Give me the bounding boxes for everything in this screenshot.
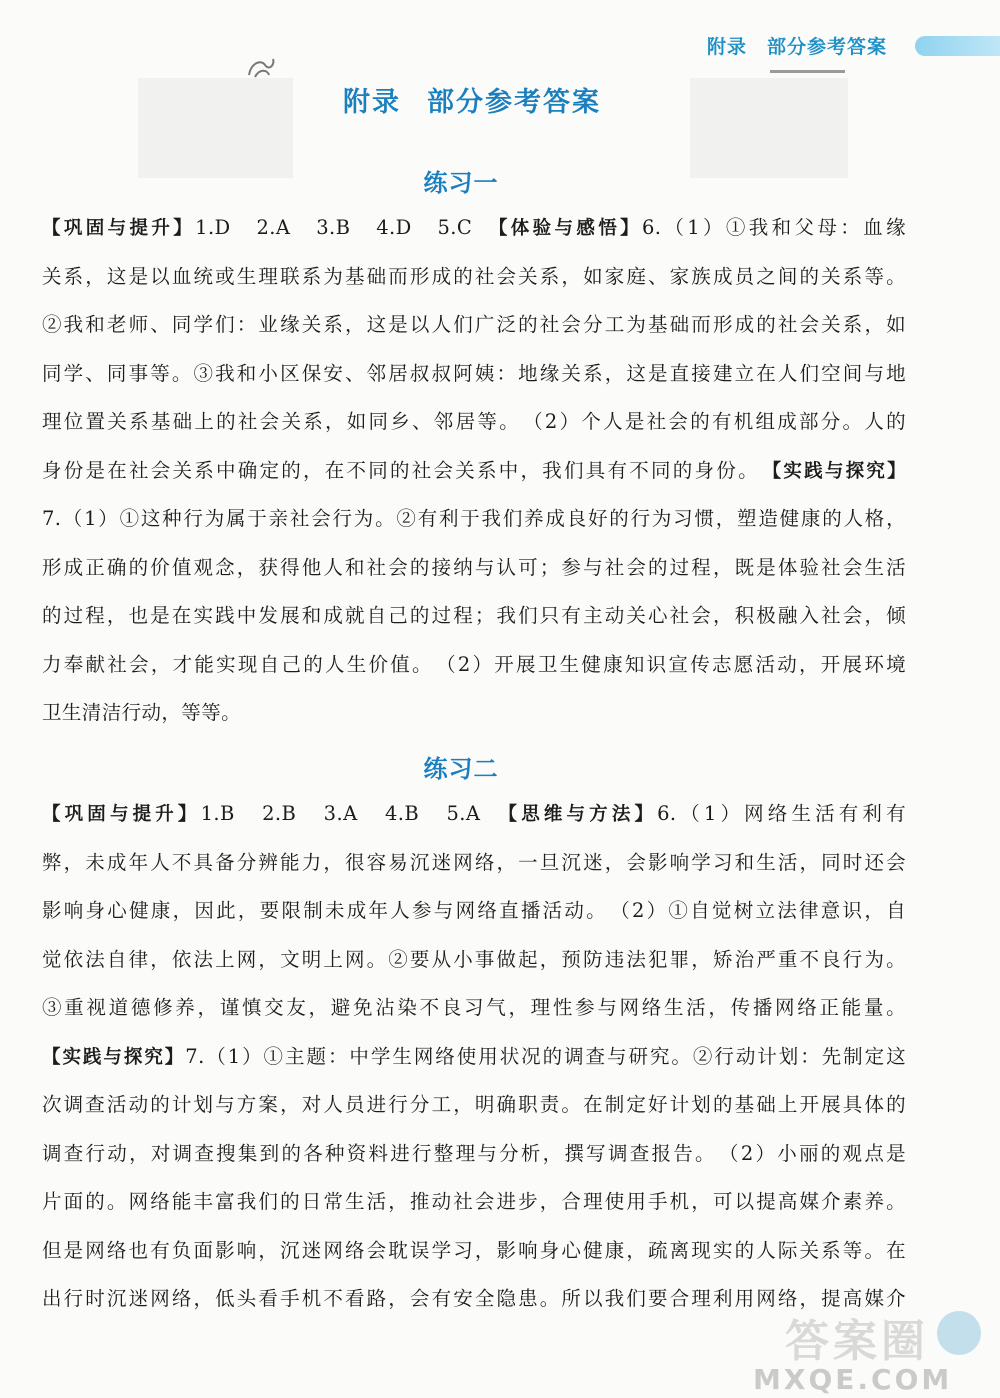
text-line <box>42 204 906 253</box>
section-2-body <box>42 790 906 1324</box>
text-line: ②我和老师、同学们：业缘关系，这是以人们广泛的社会分工为基础而形成的社会关系，如 <box>42 313 906 336</box>
header-rule <box>770 70 845 73</box>
running-header <box>707 32 887 59</box>
text-line: 同学、同事等。③我和小区保安、邻居叔叔阿姨：地缘关系，这是直接建立在人们空间与地 <box>42 361 906 385</box>
running-header-left: 附录 <box>707 36 748 58</box>
answer-tag: 【体验与感悟】 <box>498 218 642 239</box>
answer-tag: 【巩固与提升】 <box>42 218 196 239</box>
section-title-1: 练习一 <box>423 169 499 197</box>
answer-tag: 【思维与方法】 <box>507 804 658 825</box>
text-line: 关系，这是以血统或生理联系为基础而形成的社会关系，如家庭、家族成员之间的关系等。 <box>42 264 906 288</box>
text-line: 片面的。网络能丰富我们的日常生活，推动社会进步，合理使用手机，可以提高媒介素养。 <box>42 1190 906 1213</box>
answer-tag: 【巩固与提升】 <box>42 804 201 825</box>
answer-text: 6.（1）网络生活有利有 <box>657 802 906 825</box>
answer-text: 1.D 2.A 3.B 4.D 5.C <box>195 216 499 239</box>
text-line: 次调查活动的计划与方案，对人员进行分工，明确职责。在制定好计划的基础上开展具体的 <box>42 1093 906 1116</box>
decorative-swirl-icon <box>245 55 281 83</box>
page-title <box>0 80 944 119</box>
watermark-logo-text: 答案圈 <box>785 1316 929 1367</box>
answer-tag: 【实践与探究】 <box>42 1046 186 1068</box>
answer-text: 6.（1）①我和父母：血缘 <box>641 216 906 239</box>
text-line: 7.（1）①这种行为属于亲社会行为。②有利于我们养成良好的行为习惯，塑造健康的人格， <box>42 507 906 530</box>
page-title-left: 附录 <box>343 87 401 118</box>
text-line: 觉依法自律，依法上网，文明上网。②要从小事做起，预防违法犯罪，矫治严重不良行为。 <box>42 947 906 971</box>
running-header-right: 部分参考答案 <box>767 36 888 58</box>
section-title-2: 练习二 <box>423 755 499 783</box>
watermark-url: MXQE.COM <box>753 1363 953 1396</box>
header-accent-bar <box>915 36 1000 56</box>
answer-tag: 【实践与探究】 <box>771 460 906 482</box>
text-line <box>42 1033 906 1082</box>
text-line: 力奉献社会，才能实现自己的人生价值。 （2）开展卫生健康知识宣传志愿活动，开展环境 <box>42 652 906 676</box>
text-line: 调查行动，对调查搜集到的各种资料进行整理与分析，撰写调查报告。 （2）小丽的观点是 <box>42 1141 906 1165</box>
answer-text: 1.B 2.B 3.A 4.B 5.A <box>200 802 508 825</box>
text-line: 出行时沉迷网络，低头看手机不看路，会有安全隐患。所以我们要合理利用网络，提高媒介 <box>42 1287 906 1310</box>
section-1-body <box>42 204 906 738</box>
text-line: ③重视道德修养，谨慎交友，避免沾染不良习气，理性参与网络生活，传播网络正能量。 <box>42 996 906 1019</box>
text-line <box>42 447 906 496</box>
text-line: 但是网络也有负面影响，沉迷网络会耽误学习，影响身心健康，疏离现实的人际关系等。在 <box>42 1238 906 1262</box>
text-line: 理位置关系基础上的社会关系，如同乡、邻居等。 （2）个人是社会的有机组成部分。人的 <box>42 410 906 433</box>
site-watermark <box>745 1305 1000 1398</box>
watermark-badge-icon <box>937 1311 981 1355</box>
text-line: 弊，未成年人不具备分辨能力，很容易沉迷网络，一旦沉迷，会影响学习和生活，同时还会 <box>42 850 906 874</box>
text-line <box>42 790 906 839</box>
answer-text: 7.（1）①主题：中学生网络使用状况的调查与研究。②行动计划：先制定这 <box>185 1044 906 1068</box>
page-title-right: 部分参考答案 <box>427 87 601 118</box>
text-line: 的过程，也是在实践中发展和成就自己的过程；我们只有主动关心社会，积极融入社会，倾 <box>42 604 906 627</box>
text-line: 卫生清洁行动，等等。 <box>42 701 242 724</box>
text-line: 形成正确的价值观念，获得他人和社会的接纳与认可；参与社会的过程，既是体验社会生活 <box>42 555 906 579</box>
text-line: 影响身心健康，因此，要限制未成年人参与网络直播活动。 （2）①自觉树立法律意识，自 <box>42 899 906 922</box>
answer-text: 身份是在社会关系中确定的，在不同的社会关系中，我们具有不同的身份。 <box>42 458 751 482</box>
